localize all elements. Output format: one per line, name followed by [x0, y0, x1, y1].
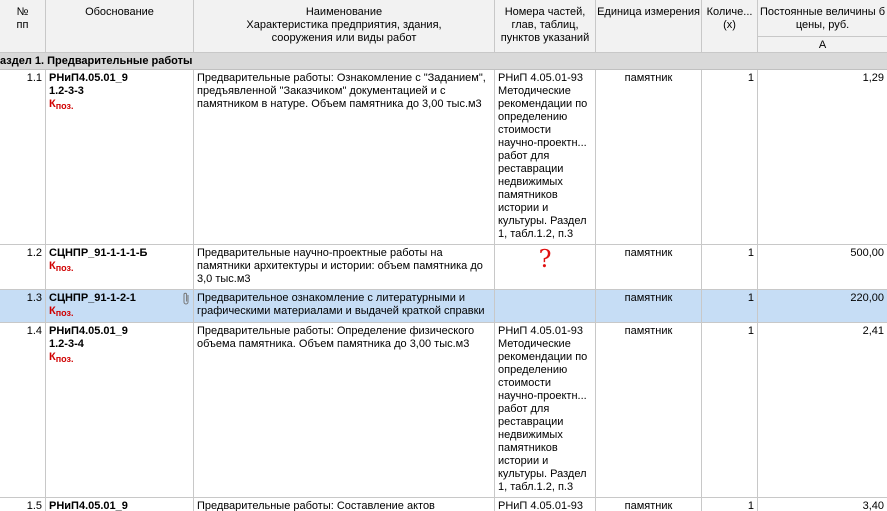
section-row[interactable]	[0, 53, 887, 70]
table-row[interactable]	[0, 323, 887, 498]
refs-cell	[495, 245, 596, 290]
name-cell: Предварительные научно-проектные работы на памятники архитектуры и истории: объем памятника до 3,0 тыс.м3	[194, 245, 495, 290]
basis-cell	[46, 290, 194, 323]
unit-cell: памятник	[596, 245, 702, 290]
row-number: 1.4	[0, 323, 46, 498]
unit-cell: памятник	[596, 323, 702, 498]
refs-cell: РНиП 4.05.01-93 Методические рекомендации по определению стоимости научно-проектн... работ для реставрации недвижимых памятников истории и культуры. Раздел 1, табл.1.2, п.3	[495, 323, 596, 498]
unit-cell: памятник	[596, 498, 702, 511]
column-header-const-a[interactable]: А	[758, 37, 887, 53]
paperclip-icon[interactable]	[182, 292, 190, 308]
value-cell: 3,40	[862, 500, 884, 511]
coefficient-link[interactable]: $К_{поз.}$	[49, 98, 74, 111]
row-number: 1.1	[0, 70, 46, 245]
basis-cell	[46, 70, 194, 245]
column-header-name[interactable]: Наименование Характеристика предприятия, здания, сооружения или виды работ	[194, 0, 495, 53]
qty-cell: 1	[702, 70, 758, 245]
coefficient-link[interactable]: $К_{поз.}$	[49, 351, 74, 364]
value-cell: 220,00	[758, 290, 887, 323]
basis-cell	[46, 245, 194, 290]
basis-code: РНиП4.05.01_9	[49, 500, 128, 511]
column-header-basis[interactable]: Обоснование	[46, 0, 194, 53]
value-cell: 1,29	[758, 70, 887, 245]
value-cell: 500,00	[758, 245, 887, 290]
column-header-qty[interactable]: Количе... (х)	[702, 0, 758, 53]
table-row[interactable]	[0, 498, 887, 511]
unit-cell: памятник	[596, 70, 702, 245]
refs-cell: РНиП 4.05.01-93	[495, 498, 596, 511]
table-row-selected[interactable]	[0, 290, 887, 323]
basis-cell	[46, 498, 194, 511]
qty-cell: 1	[702, 323, 758, 498]
row-number: 1.2	[0, 245, 46, 290]
coefficient-link[interactable]: $К_{поз.}$	[49, 260, 74, 273]
qty-cell: 1	[702, 498, 758, 511]
basis-code: РНиП4.05.01_9 1.2-3-4	[49, 325, 128, 350]
basis-code: СЦНПР_91-1-2-1	[49, 292, 136, 304]
basis-cell	[46, 323, 194, 498]
table-row[interactable]	[0, 245, 887, 290]
column-header-refs[interactable]: Номера частей, глав, таблиц, пунктов указаний	[495, 0, 596, 53]
refs-cell	[495, 290, 596, 323]
coefficient-link[interactable]: $К_{поз.}$	[49, 305, 74, 318]
table-row[interactable]	[0, 70, 887, 245]
value-cell: 2,41	[758, 323, 887, 498]
question-mark: ?	[538, 245, 552, 273]
name-cell: Предварительные работы: Определение физического объема памятника. Объем памятника до 3,00 тыс.м3	[194, 323, 495, 498]
row-number: 1.5	[0, 498, 46, 511]
basis-code: РНиП4.05.01_9 1.2-3-3	[49, 72, 128, 97]
name-cell: Предварительные работы: Ознакомление с "Заданием", предъявленной "Заказчиком" документацией и с памятником в натуре. Объем памятника до 3,00 тыс.м3	[194, 70, 495, 245]
refs-cell: РНиП 4.05.01-93 Методические рекомендации по определению стоимости научно-проектн... работ для реставрации недвижимых памятников истории и культуры. Раздел 1, табл.1.2, п.3	[495, 70, 596, 245]
qty-cell: 1	[702, 290, 758, 323]
name-cell: Предварительные работы: Составление актов	[194, 498, 495, 511]
section-title: аздел 1. Предварительные работы	[0, 55, 193, 67]
qty-cell: 1	[702, 245, 758, 290]
column-header-const[interactable]: Постоянные величины б цены, руб.	[758, 0, 887, 37]
column-header-unit[interactable]: Единица измерения	[596, 0, 702, 53]
row-number: 1.3	[0, 290, 46, 323]
name-cell: Предварительное ознакомление с литературными и графическими материалами и выдачей краткой справки	[194, 290, 495, 323]
basis-code: СЦНПР_91-1-1-1-Б	[49, 247, 148, 259]
column-header-num[interactable]: № пп	[0, 0, 46, 53]
unit-cell: памятник	[596, 290, 702, 323]
